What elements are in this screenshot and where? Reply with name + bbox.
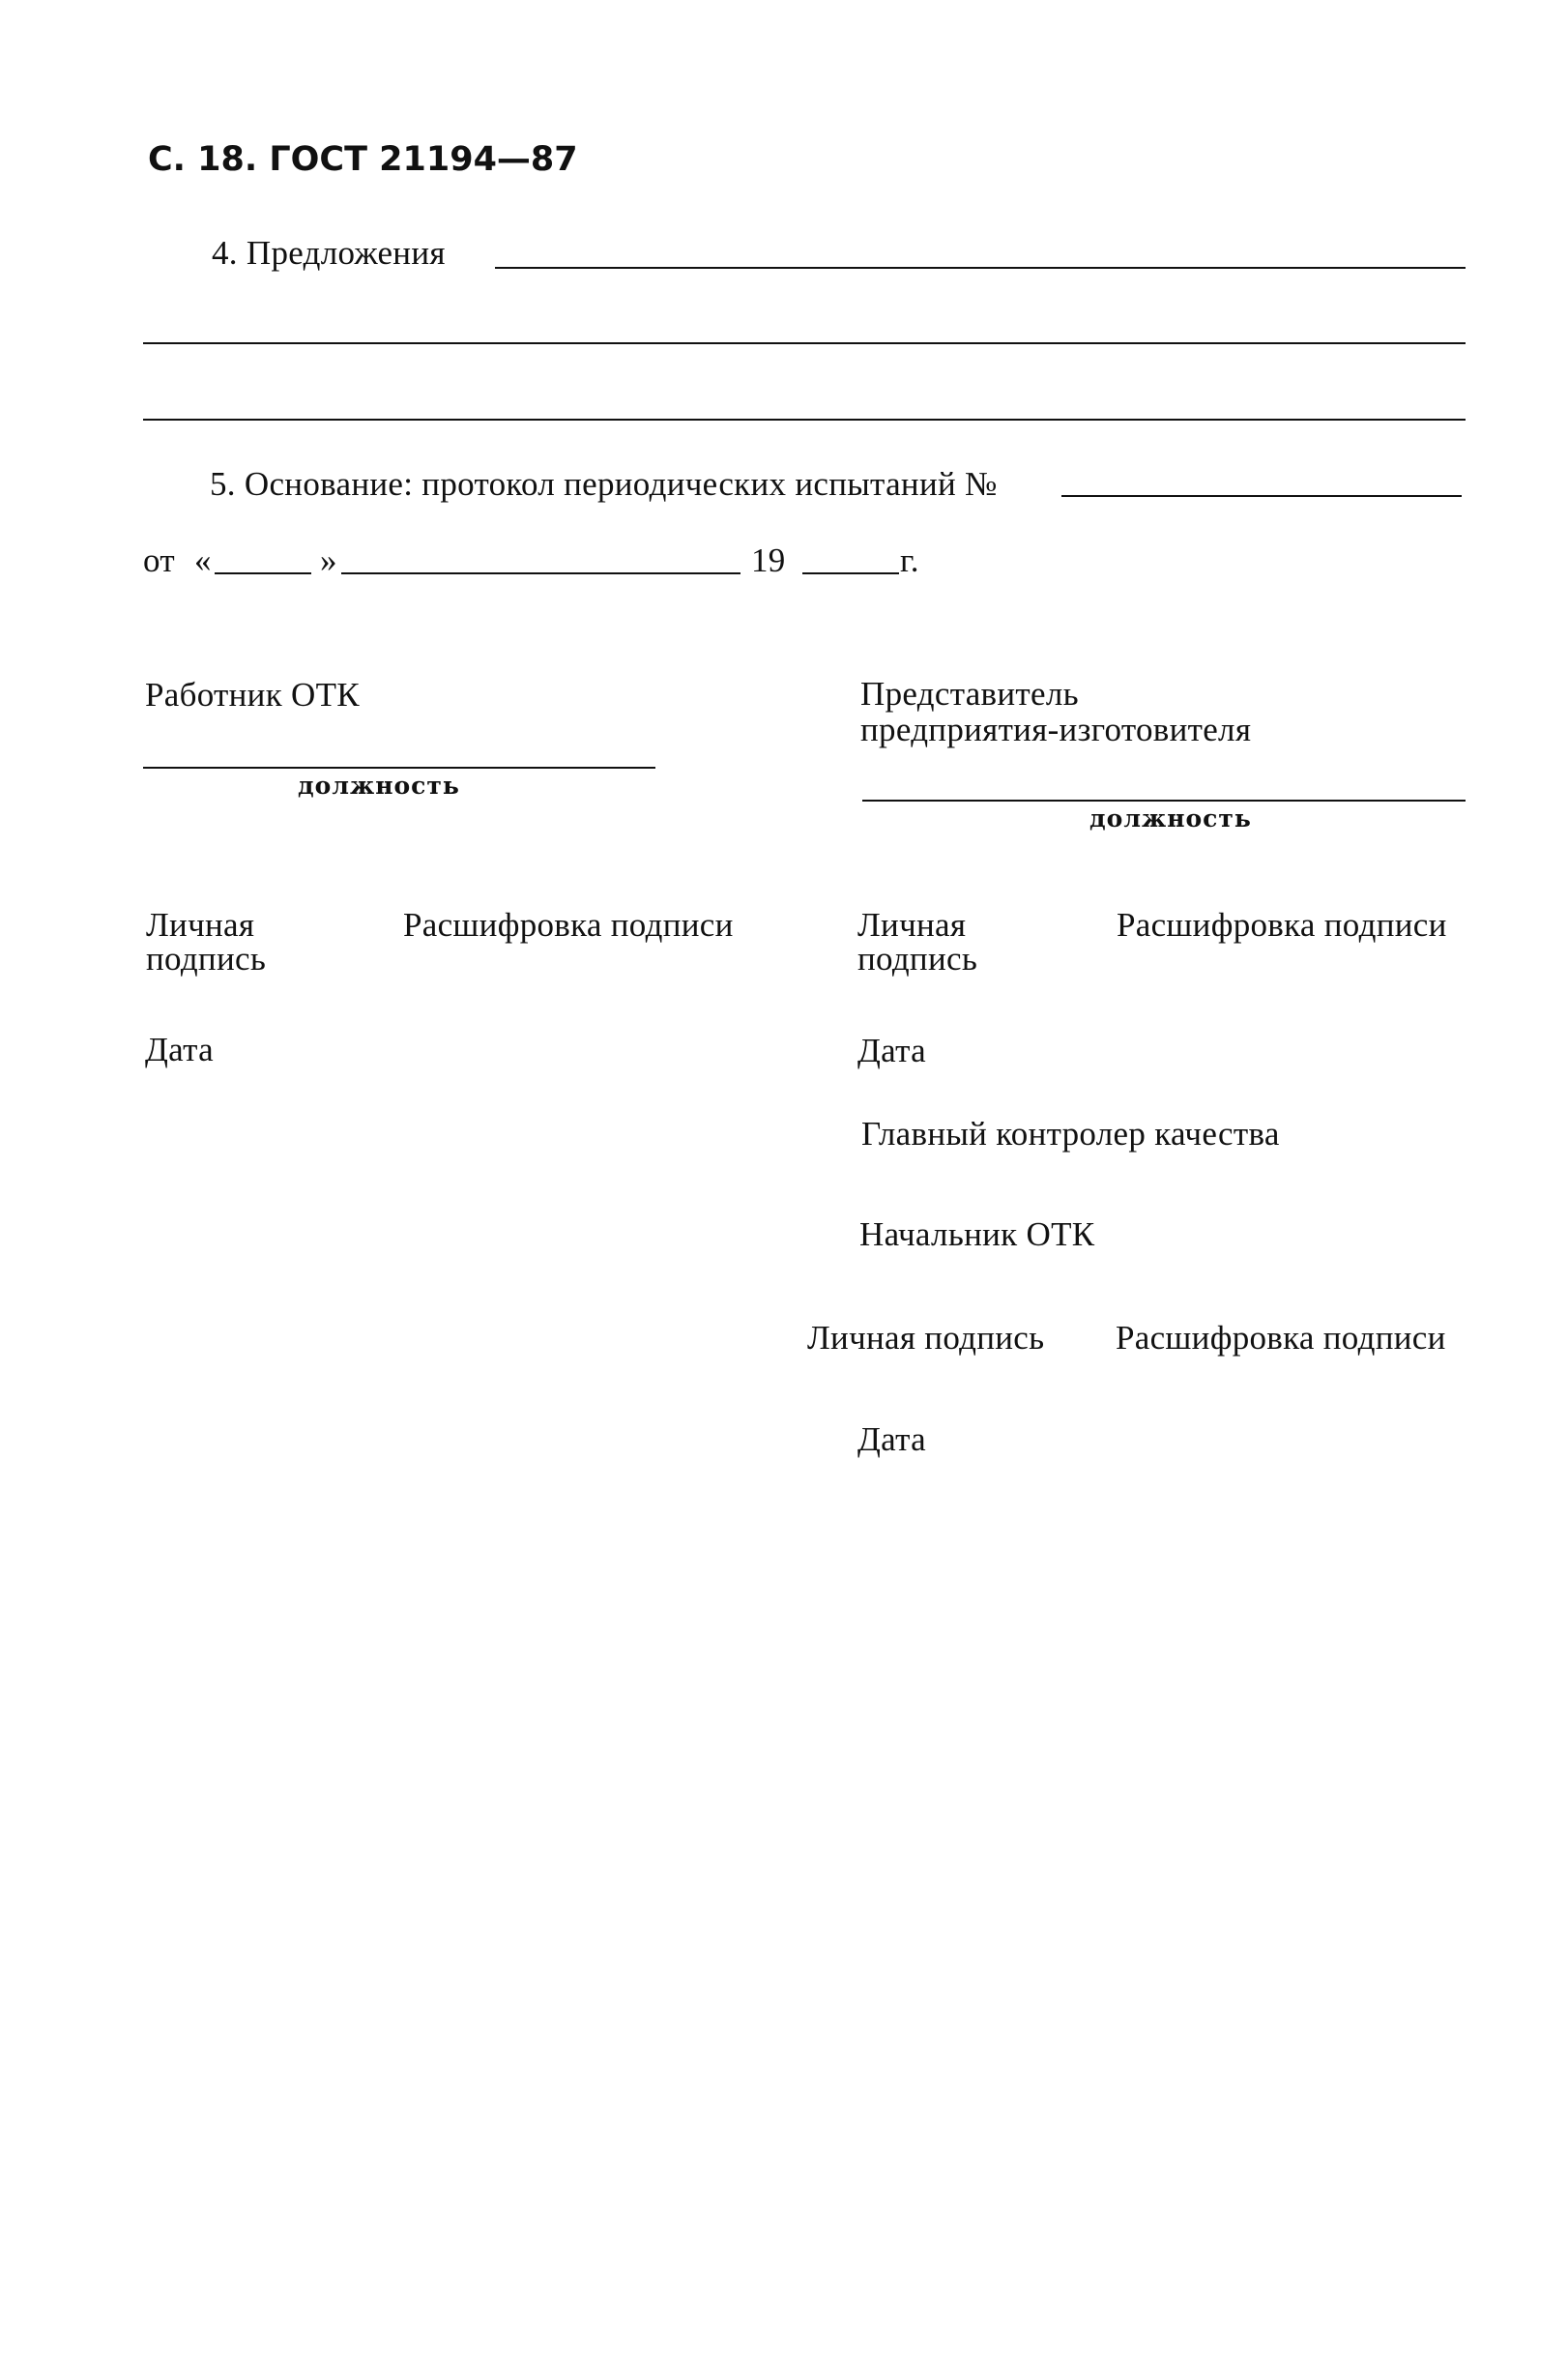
otk-head-title: Начальник ОТК bbox=[859, 1215, 1095, 1253]
protocol-number-line[interactable] bbox=[1061, 495, 1462, 497]
chief-quality-controller-title: Главный контролер качества bbox=[861, 1115, 1280, 1153]
year-input-line[interactable] bbox=[802, 572, 899, 574]
date-from-label: от bbox=[143, 541, 175, 579]
proposals-input-line-2[interactable] bbox=[143, 342, 1466, 344]
section-5-label: 5. Основание: протокол периодических испытаний № bbox=[210, 465, 998, 503]
day-input-line[interactable] bbox=[215, 572, 311, 574]
right-position-line[interactable] bbox=[862, 800, 1466, 802]
left-signer-title: Работник ОТК bbox=[145, 676, 360, 714]
left-decoding-label: Расшифровка подписи bbox=[403, 906, 734, 944]
right-signature-line1: Личная bbox=[857, 906, 967, 944]
page-header bbox=[148, 140, 578, 179]
section-4-label: 4. Предложения bbox=[212, 234, 446, 272]
standard-code: ГОСТ 21194—87 bbox=[269, 140, 578, 179]
right-signer-title-line1: Представитель bbox=[860, 675, 1079, 713]
right-position-caption: должность bbox=[1089, 804, 1252, 832]
left-signature-line2: подпись bbox=[146, 940, 267, 978]
proposals-input-line-3[interactable] bbox=[143, 419, 1466, 421]
month-input-line[interactable] bbox=[341, 572, 740, 574]
open-quote: « bbox=[194, 541, 212, 579]
left-position-caption: должность bbox=[298, 772, 460, 800]
right-decoding-label: Расшифровка подписи bbox=[1117, 906, 1447, 944]
year-prefix: 19 bbox=[751, 541, 786, 579]
left-signature-line1: Личная bbox=[146, 906, 255, 944]
page-number: С. 18. bbox=[148, 140, 258, 179]
left-position-line[interactable] bbox=[143, 767, 655, 769]
chief-date-label: Дата bbox=[857, 1420, 926, 1458]
left-date-label: Дата bbox=[145, 1031, 214, 1068]
close-quote: » bbox=[320, 541, 337, 579]
chief-decoding-label: Расшифровка подписи bbox=[1116, 1319, 1446, 1357]
chief-signature-label: Личная подпись bbox=[807, 1319, 1045, 1357]
right-signer-title-line2: предприятия-изготовителя bbox=[860, 711, 1252, 748]
right-date-label: Дата bbox=[857, 1032, 926, 1069]
right-signature-line2: подпись bbox=[857, 940, 978, 978]
year-suffix: г. bbox=[900, 541, 919, 579]
proposals-input-line-1[interactable] bbox=[495, 267, 1466, 269]
